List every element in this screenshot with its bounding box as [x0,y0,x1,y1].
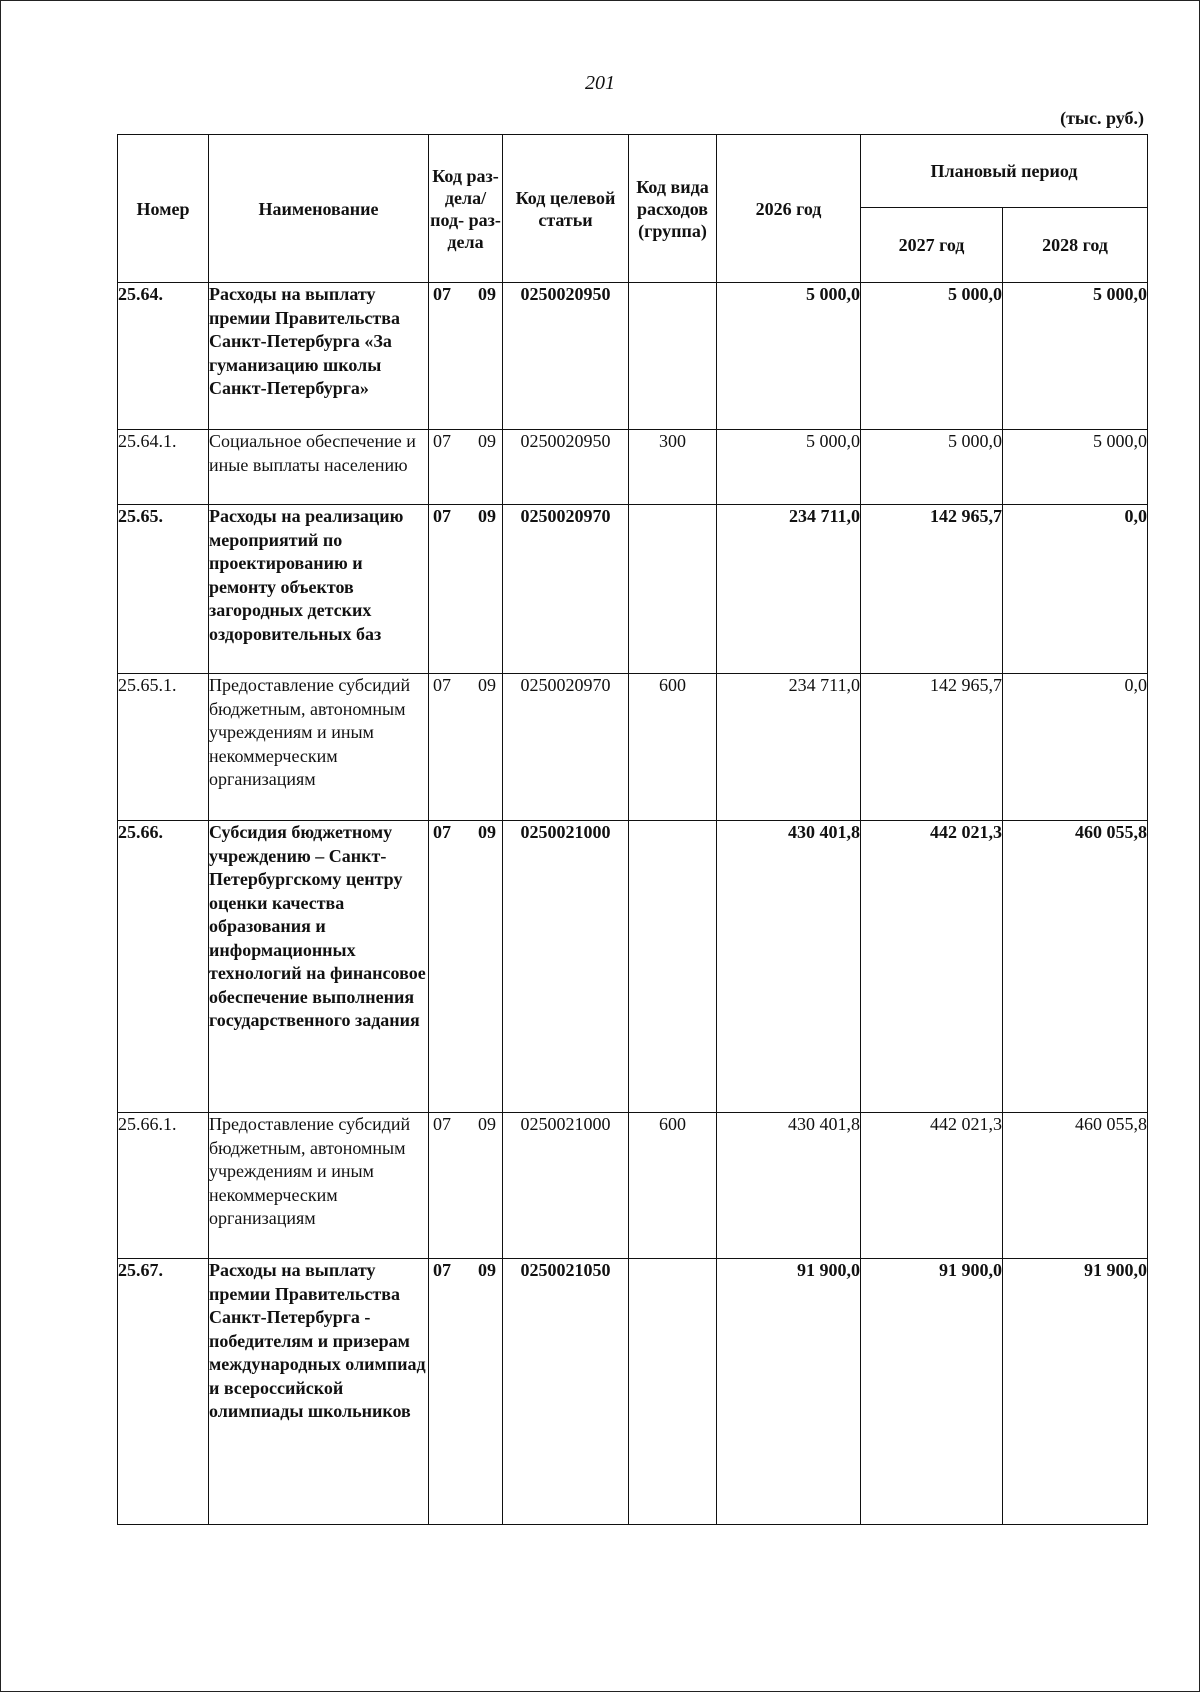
row-amount-2026: 5 000,0 [717,430,861,505]
row-subsection: 09 [478,675,496,695]
header-year-2027: 2027 год [861,208,1003,283]
row-amount-2027: 442 021,3 [861,821,1003,1113]
header-section: Код раз- дела/ под- раз- дела [429,135,503,283]
row-target: 0250021000 [503,821,629,1113]
header-target: Код целевой статьи [503,135,629,283]
row-number: 25.64. [118,283,209,430]
page-number: 201 [585,72,615,94]
row-name: Социальное обеспечение и иные выплаты населению [209,430,429,505]
row-name: Расходы на выплату премии Правительства Санкт-Петербурга «За гуманизацию школы Санкт-Петербурга» [209,283,429,430]
row-section: 07 [433,431,451,451]
row-amount-2028: 460 055,8 [1003,1113,1148,1259]
row-number: 25.65. [118,505,209,674]
row-amount-2028: 460 055,8 [1003,821,1148,1113]
header-number: Номер [118,135,209,283]
row-amount-2026: 430 401,8 [717,821,861,1113]
row-section-code [429,1259,503,1525]
row-group: 600 [629,1113,717,1259]
units-label: (тыс. руб.) [1060,108,1144,128]
row-section: 07 [433,675,451,695]
row-amount-2026: 430 401,8 [717,1113,861,1259]
row-section-code [429,505,503,674]
row-amount-2027: 142 965,7 [861,505,1003,674]
row-amount-2028: 5 000,0 [1003,283,1148,430]
row-group [629,283,717,430]
row-section: 07 [433,284,451,304]
row-section-code [429,430,503,505]
row-target: 0250020950 [503,283,629,430]
row-group [629,821,717,1113]
row-section: 07 [433,506,451,526]
row-number: 25.66. [118,821,209,1113]
row-amount-2028: 0,0 [1003,674,1148,821]
row-name: Расходы на реализацию мероприятий по проектированию и ремонту объектов загородных детских оздоровительных баз [209,505,429,674]
header-year-2028: 2028 год [1003,208,1148,283]
row-amount-2026: 234 711,0 [717,505,861,674]
row-amount-2027: 442 021,3 [861,1113,1003,1259]
row-target: 0250020970 [503,674,629,821]
row-section-code [429,1113,503,1259]
table-row [118,430,1148,505]
row-group [629,505,717,674]
table-body [118,283,1148,1525]
row-subsection: 09 [478,506,496,526]
row-number: 25.66.1. [118,1113,209,1259]
row-amount-2026: 234 711,0 [717,674,861,821]
row-name: Расходы на выплату премии Правительства Санкт-Петербурга - победителям и призерам международных олимпиад и всероссийской олимпиады школьников [209,1259,429,1525]
row-subsection: 09 [478,822,496,842]
table-row [118,821,1148,1113]
row-name: Субсидия бюджетному учреждению – Санкт-Петербургскому центру оценки качества образования и информационных технологий на финансовое обеспечение выполнения государственного задания [209,821,429,1113]
row-name: Предоставление субсидий бюджетным, автономным учреждениям и иным некоммерческим организациям [209,674,429,821]
header-expense-type: Код вида расходов (группа) [629,135,717,283]
row-section-code [429,821,503,1113]
row-amount-2028: 91 900,0 [1003,1259,1148,1525]
row-subsection: 09 [478,284,496,304]
header-name: Наименование [209,135,429,283]
row-section-code [429,283,503,430]
row-number: 25.64.1. [118,430,209,505]
row-amount-2028: 5 000,0 [1003,430,1148,505]
row-number: 25.65.1. [118,674,209,821]
row-target: 0250020950 [503,430,629,505]
table-row [118,1259,1148,1525]
row-target: 0250020970 [503,505,629,674]
row-group [629,1259,717,1525]
row-section: 07 [433,1260,451,1280]
budget-table [117,134,1148,1525]
row-name: Предоставление субсидий бюджетным, автономным учреждениям и иным некоммерческим организациям [209,1113,429,1259]
table-row [118,505,1148,674]
row-number: 25.67. [118,1259,209,1525]
row-section: 07 [433,1114,451,1134]
table-row [118,1113,1148,1259]
row-subsection: 09 [478,431,496,451]
row-subsection: 09 [478,1114,496,1134]
table-row [118,674,1148,821]
row-amount-2026: 91 900,0 [717,1259,861,1525]
row-target: 0250021000 [503,1113,629,1259]
row-subsection: 09 [478,1260,496,1280]
row-amount-2027: 91 900,0 [861,1259,1003,1525]
row-amount-2027: 5 000,0 [861,283,1003,430]
row-section: 07 [433,822,451,842]
row-amount-2027: 142 965,7 [861,674,1003,821]
table-row [118,283,1148,430]
header-plan-period: Плановый период [861,135,1148,208]
row-amount-2027: 5 000,0 [861,430,1003,505]
row-group: 300 [629,430,717,505]
header-year-2026: 2026 год [717,135,861,283]
row-target: 0250021050 [503,1259,629,1525]
row-section-code [429,674,503,821]
row-amount-2028: 0,0 [1003,505,1148,674]
row-amount-2026: 5 000,0 [717,283,861,430]
row-group: 600 [629,674,717,821]
